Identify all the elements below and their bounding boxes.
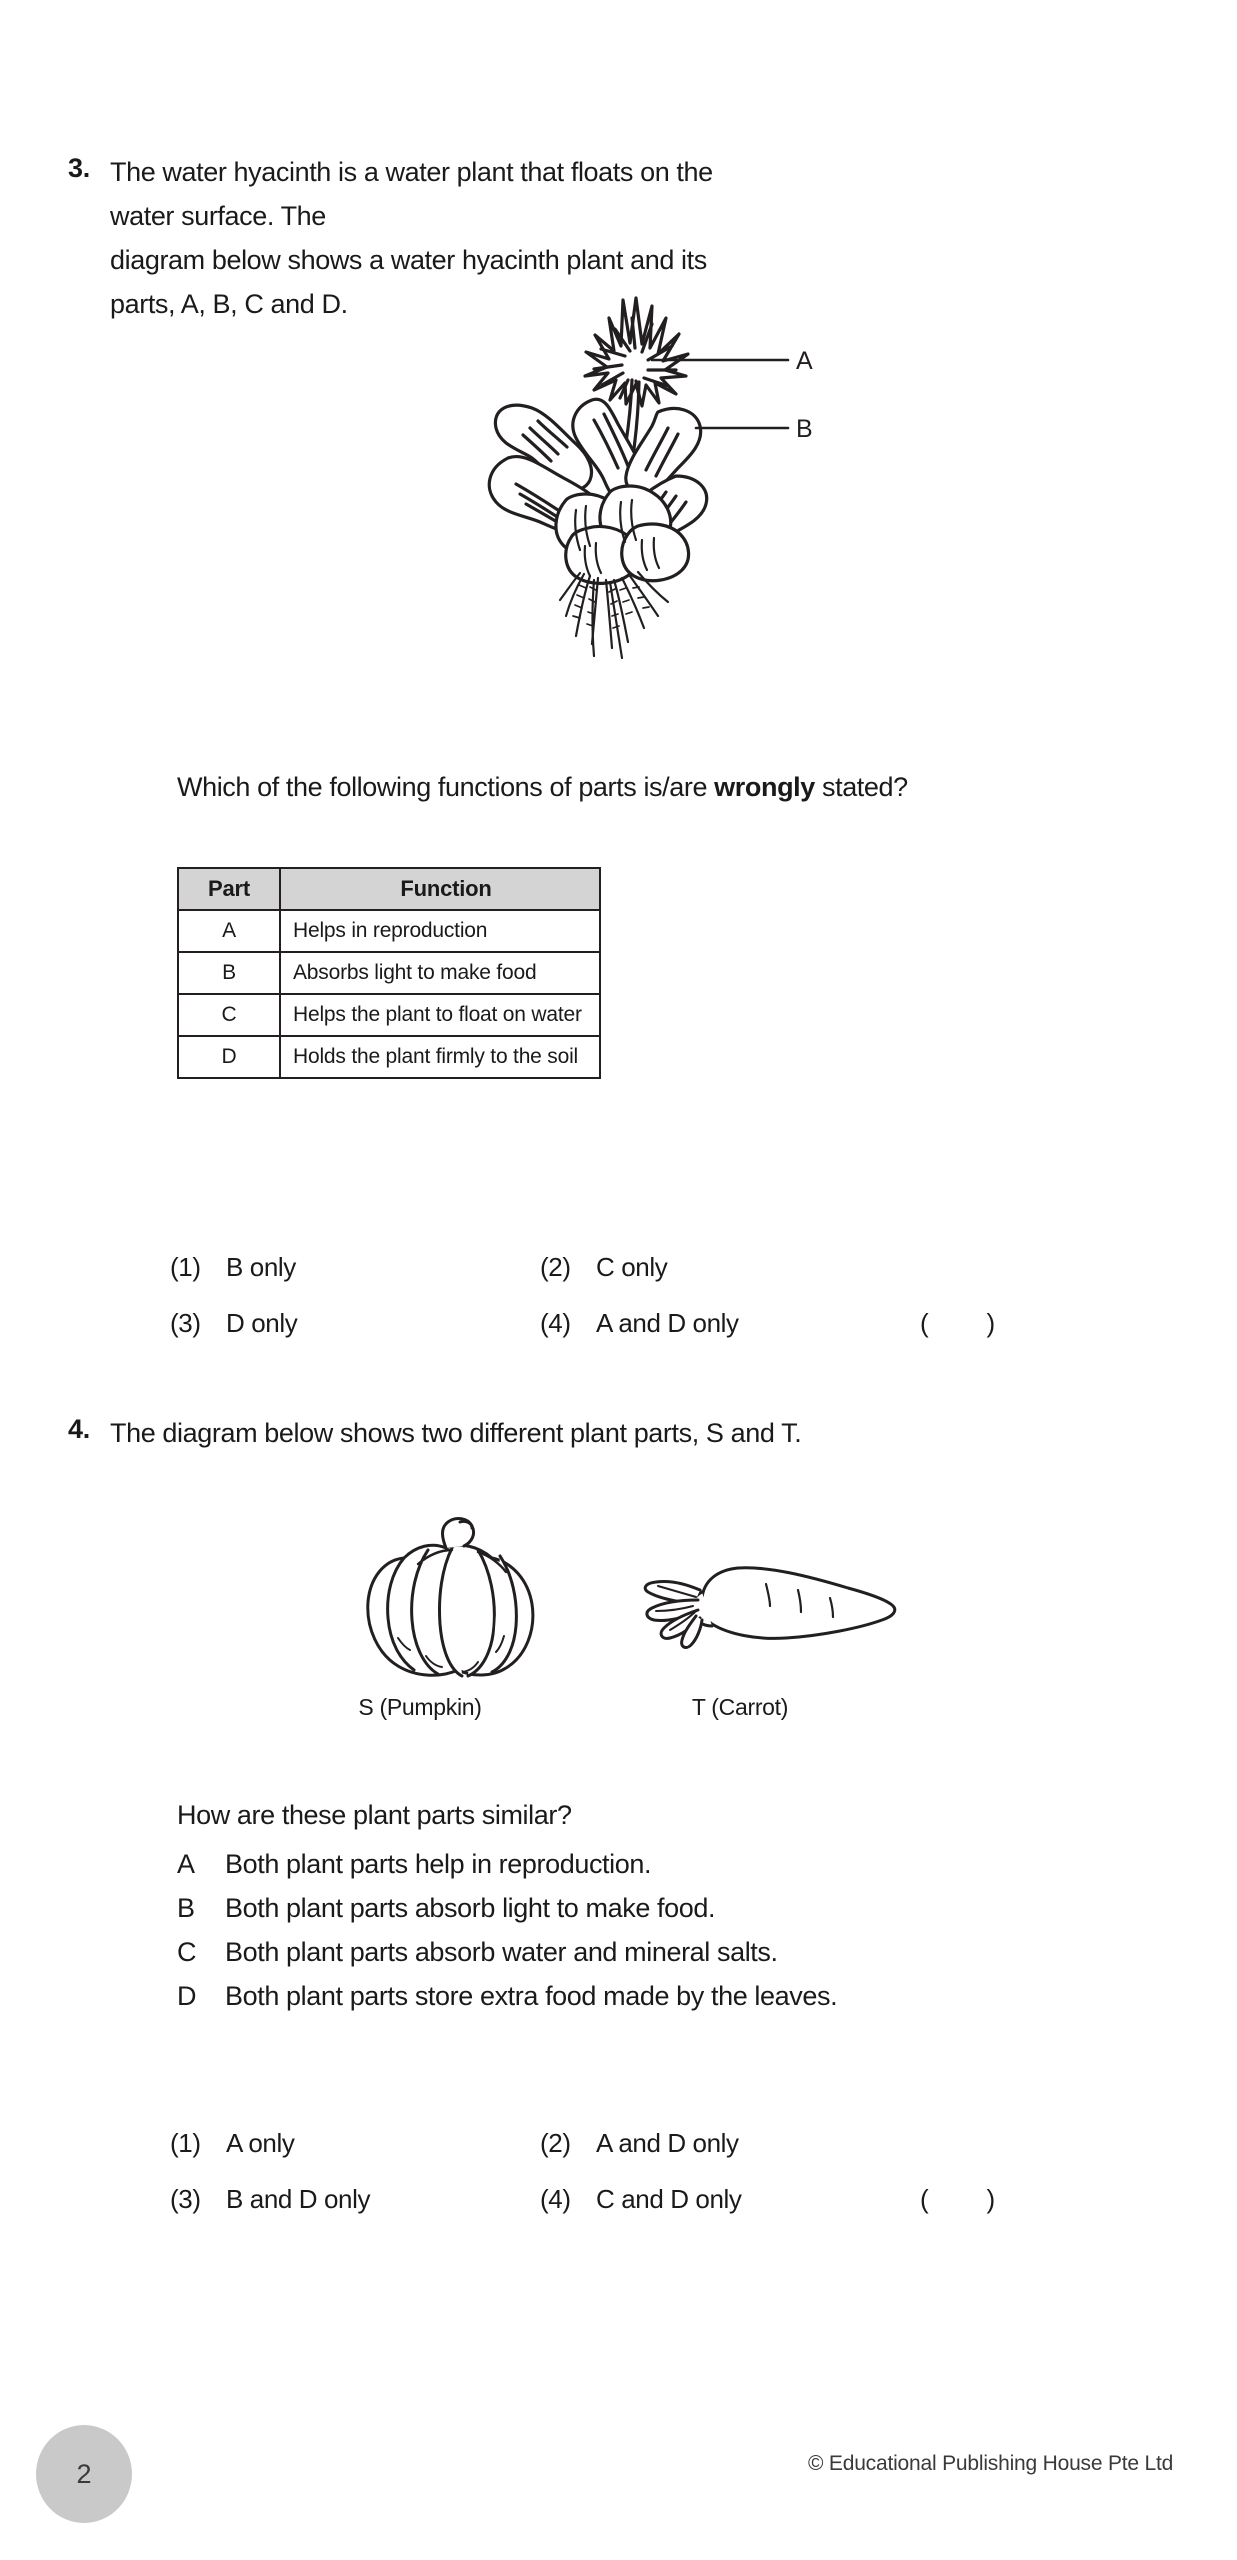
table-row [178, 952, 600, 994]
option-4[interactable] [540, 2184, 920, 2215]
option-1[interactable] [170, 1252, 540, 1283]
part-function-table [177, 867, 601, 1079]
question-3-prompt-after: stated? [814, 772, 908, 802]
table-cell-part: B [178, 952, 280, 994]
table-row [178, 994, 600, 1036]
option-1-number: (1) [170, 2128, 201, 2158]
table-row [178, 1036, 600, 1078]
option-1-number: (1) [170, 1252, 201, 1282]
water-hyacinth-illustration [380, 288, 850, 690]
copyright-notice: © Educational Publishing House Pte Ltd [808, 2452, 1174, 2475]
table-cell-function: Absorbs light to make food [280, 952, 600, 994]
statement-d-key: D [177, 1981, 197, 2011]
table-cell-function: Helps in reproduction [280, 910, 600, 952]
statement-c-text: Both plant parts absorb water and mineral salts. [225, 1937, 778, 1967]
statement-b-text: Both plant parts absorb light to make food. [225, 1893, 716, 1923]
question-3-stem-line-1: The water hyacinth is a water plant that floats on the water surface. The [110, 157, 713, 231]
statement-c [177, 1937, 1077, 1981]
question-4-answer-bracket[interactable]: ( ) [920, 2184, 996, 2214]
option-3-label: D only [226, 1308, 298, 1338]
plant-parts-diagram [300, 1480, 940, 1710]
statement-b-key: B [177, 1893, 195, 1923]
option-2-label: C only [596, 1252, 668, 1282]
table-header-row [178, 868, 600, 910]
option-2[interactable] [540, 1252, 920, 1283]
statement-d [177, 1981, 1077, 2025]
option-4-number: (4) [540, 1308, 571, 1338]
option-2-number: (2) [540, 2128, 571, 2158]
pumpkin-carrot-illustration [300, 1480, 940, 1710]
option-4[interactable] [540, 1308, 920, 1339]
question-3-prompt [177, 765, 1077, 809]
statement-b [177, 1893, 1077, 1937]
question-3-stem-line-2: diagram below shows a water hyacinth plant and its parts, A, B, C and D. [110, 245, 707, 319]
option-3-label: B and D only [226, 2184, 371, 2214]
option-3-number: (3) [170, 2184, 201, 2214]
diagram-label-A: A [796, 347, 813, 375]
option-row [170, 1308, 1130, 1364]
option-1-label: B only [226, 1252, 296, 1282]
question-3-answer-bracket[interactable]: ( ) [920, 1308, 996, 1338]
statement-d-text: Both plant parts store extra food made by the leaves. [225, 1981, 838, 2011]
water-hyacinth-diagram [380, 288, 850, 690]
question-4-statements [177, 1849, 1077, 2025]
option-row [170, 1252, 1130, 1308]
statement-a-text: Both plant parts help in reproduction. [225, 1849, 652, 1879]
question-4-stem [110, 1411, 1010, 1455]
option-3[interactable] [170, 2184, 540, 2215]
statement-a-key: A [177, 1849, 195, 1879]
diagram-label-B: B [796, 415, 813, 443]
table-row [178, 910, 600, 952]
option-1[interactable] [170, 2128, 540, 2159]
option-1-label: A only [226, 2128, 295, 2158]
table-cell-function: Holds the plant firmly to the soil [280, 1036, 600, 1078]
plant-part-t-label: T (Carrot) [691, 1694, 789, 1720]
question-4-prompt: How are these plant parts similar? [177, 1800, 572, 1830]
option-4-label: C and D only [596, 2184, 742, 2214]
option-row [170, 2128, 1130, 2184]
statement-a [177, 1849, 1077, 1893]
option-2[interactable] [540, 2128, 920, 2159]
option-3-number: (3) [170, 1308, 201, 1338]
plant-part-s-label: S (Pumpkin) [358, 1694, 482, 1720]
option-2-label: A and D only [596, 2128, 739, 2158]
question-4-stem-line-1: The diagram below shows two different plant parts, S and T. [110, 1418, 802, 1448]
question-4-number: 4. [68, 1414, 90, 1444]
table-cell-part: D [178, 1036, 280, 1078]
question-3-number: 3. [68, 153, 90, 183]
option-2-number: (2) [540, 1252, 571, 1282]
question-4-options [170, 2128, 1130, 2240]
question-3-options [170, 1252, 1130, 1364]
statement-c-key: C [177, 1937, 197, 1967]
table-header-function: Function [280, 868, 600, 910]
option-3[interactable] [170, 1308, 540, 1339]
table-cell-part: A [178, 910, 280, 952]
option-4-number: (4) [540, 2184, 571, 2214]
question-3-prompt-emphasis: wrongly [714, 772, 815, 802]
option-4-label: A and D only [596, 1308, 739, 1338]
table-cell-function: Helps the plant to float on water [280, 994, 600, 1036]
question-3-prompt-before: Which of the following functions of parts is/are [177, 772, 715, 802]
page-number-badge: 2 [36, 2425, 132, 2523]
option-row [170, 2184, 1130, 2240]
table-header-part: Part [178, 868, 280, 910]
table-cell-part: C [178, 994, 280, 1036]
